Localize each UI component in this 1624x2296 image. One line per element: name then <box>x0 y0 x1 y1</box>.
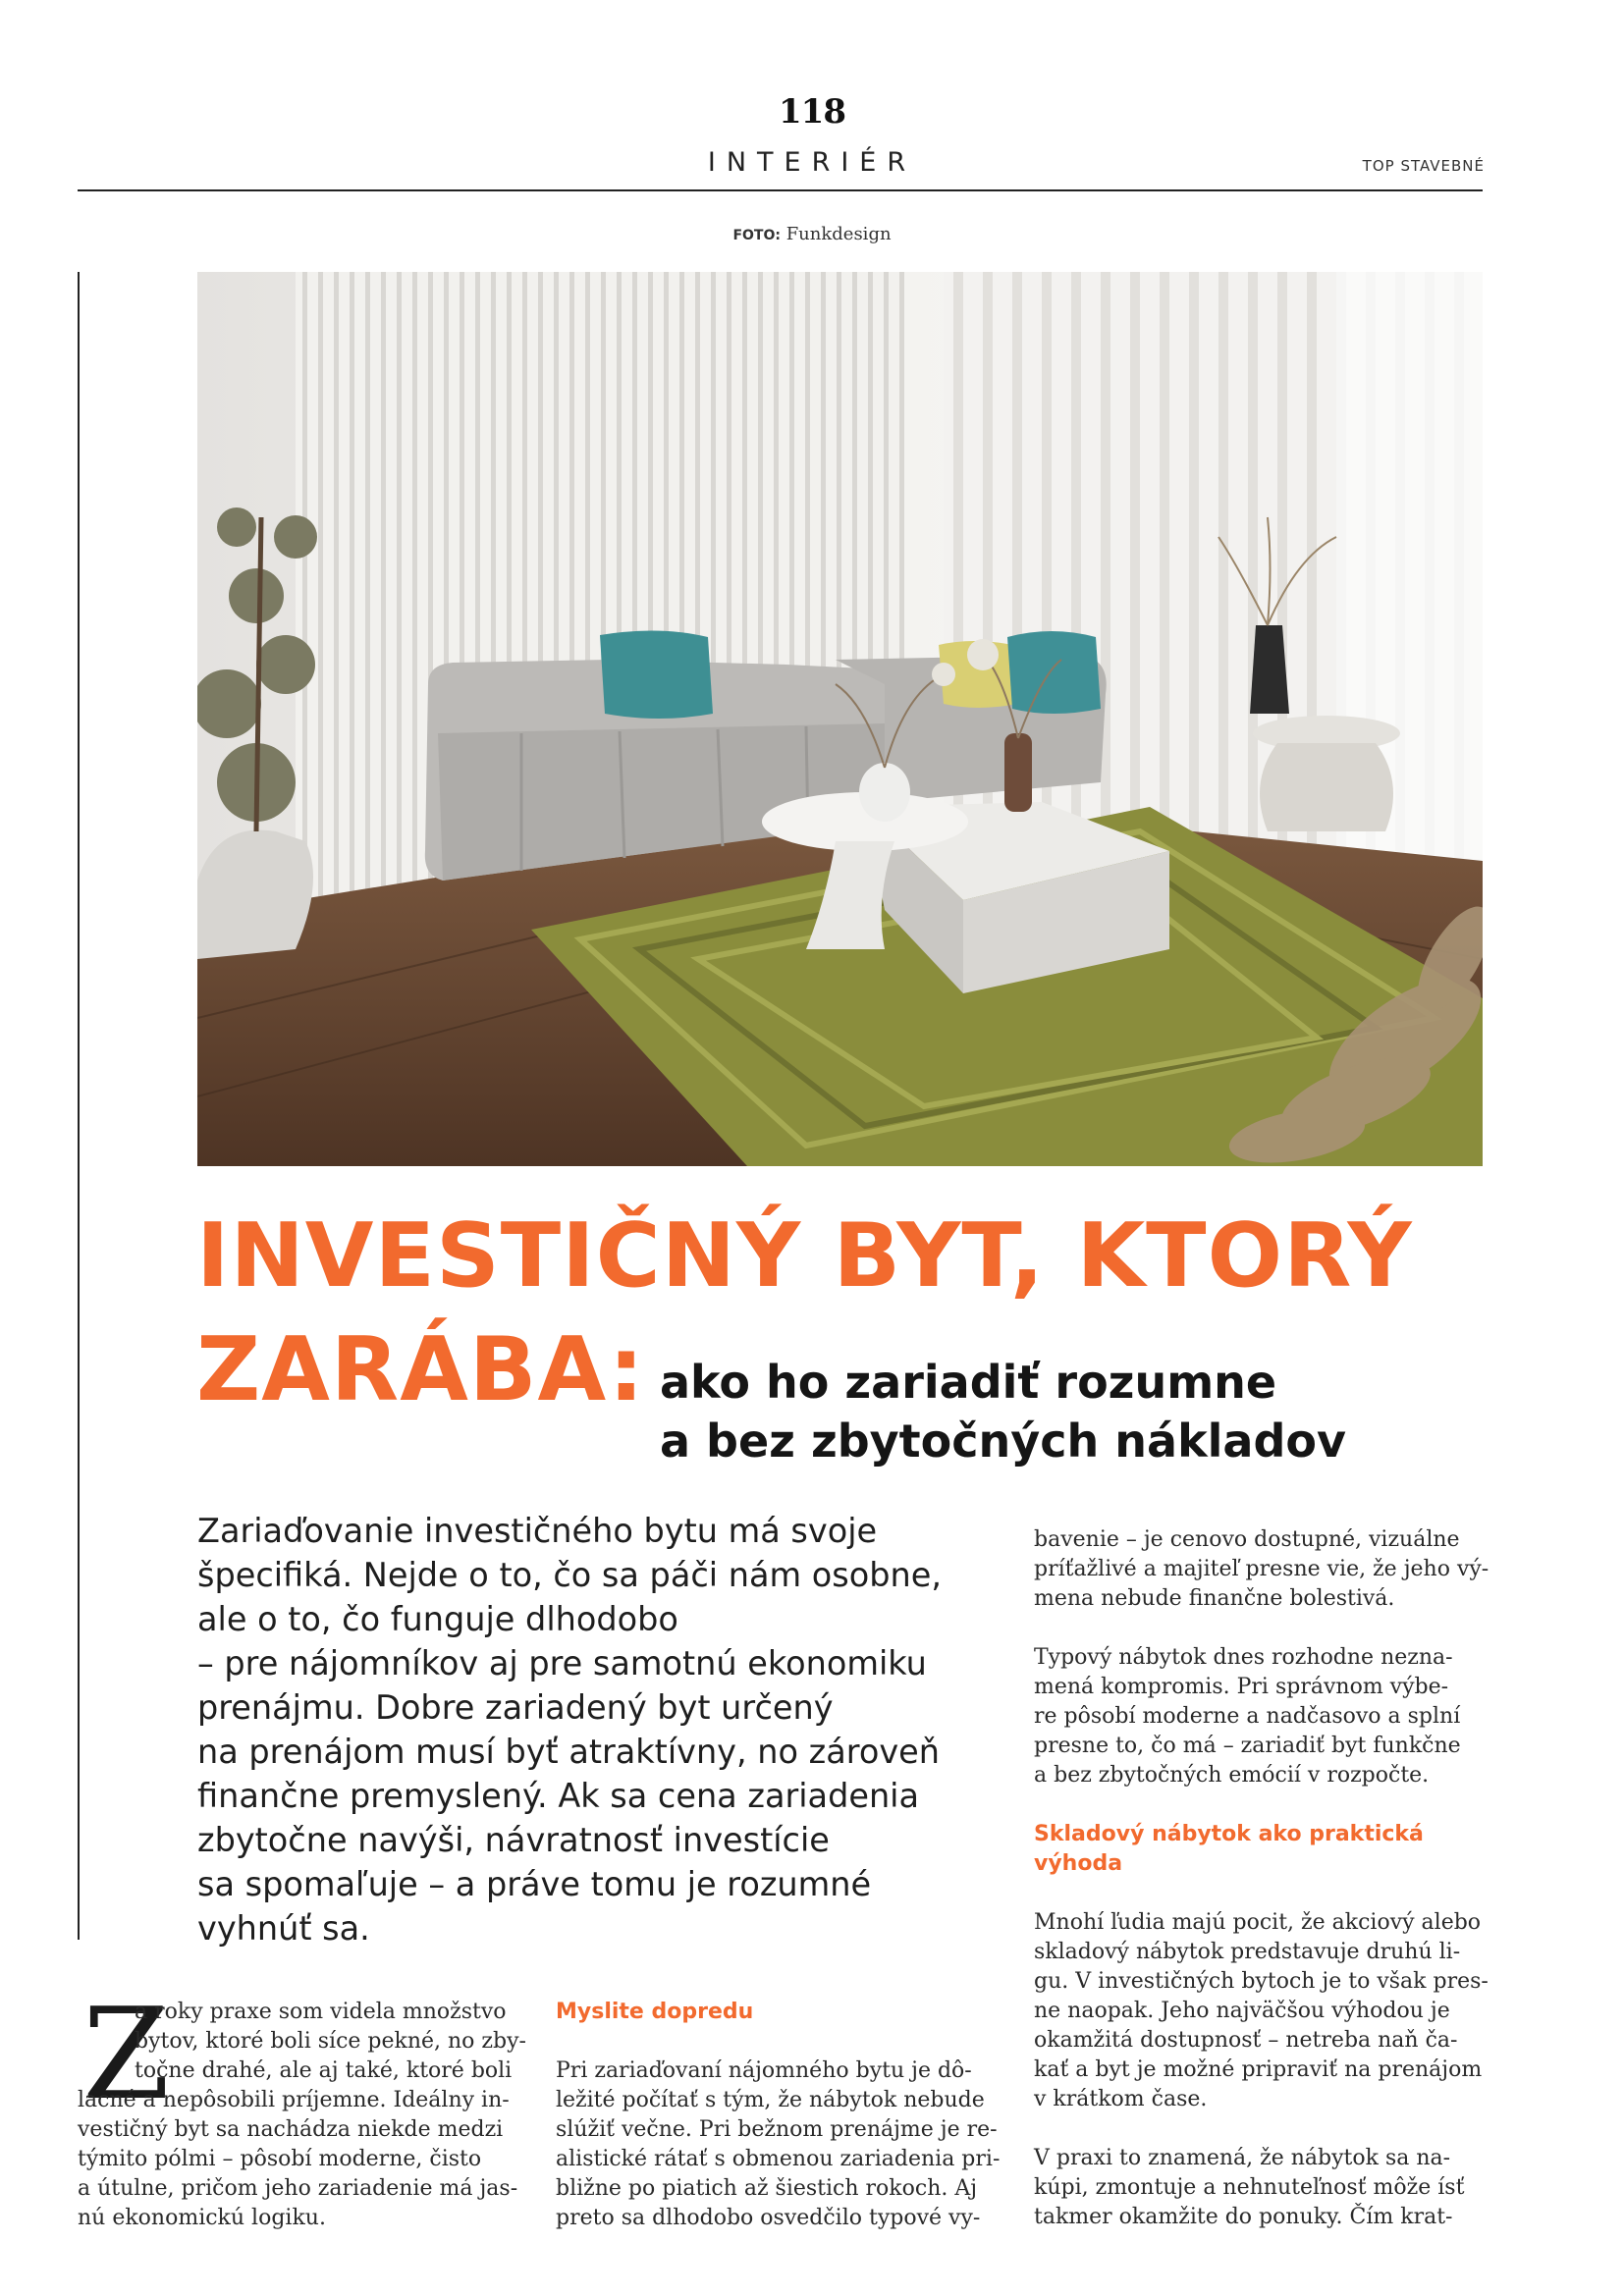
body-line: okamžitá dostupnosť – netreba naň ča- <box>1034 2028 1458 2053</box>
section-heading: výhoda <box>1034 1851 1123 1876</box>
body-line: Typový nábytok dnes rozhodne nezna- <box>1034 1645 1453 1670</box>
headline-line-2: ZARÁBA: <box>196 1318 645 1421</box>
body-line: bytov, ktoré boli síce pekné, no zby- <box>135 2029 526 2054</box>
body-line: skladový nábytok predstavuje druhú li- <box>1034 1940 1461 1964</box>
lead-line: zbytočne navýši, návratnosť investície <box>197 1821 830 1859</box>
body-line: nú ekonomickú logiku. <box>78 2206 326 2230</box>
body-column-right <box>1034 1525 1489 2232</box>
side-divider <box>78 272 80 1940</box>
section-label: INTERIÉR <box>707 147 917 178</box>
body-line: vestičný byt sa nachádza niekde medzi <box>78 2117 504 2142</box>
body-line: alistické rátať s obmenou zariadenia pri- <box>556 2147 1001 2171</box>
body-line: v krátkom čase. <box>1034 2087 1208 2111</box>
page-number: 118 <box>779 92 845 132</box>
body-line: preto sa dlhodobo osvedčilo typové vy- <box>556 2206 981 2230</box>
lead-line: na prenájom musí byť atraktívny, no zároveň <box>197 1733 940 1771</box>
body-line: a útulne, pričom jeho zariadenie má jas- <box>78 2176 518 2201</box>
body-line: Mnohí ľudia majú pocit, že akciový alebo <box>1034 1910 1482 1935</box>
body-line: bavenie – je cenovo dostupné, vizuálne <box>1034 1527 1460 1552</box>
body-line: kúpi, zmontuje a nehnuteľnosť môže ísť <box>1034 2175 1465 2200</box>
body-line: mená kompromis. Pri správnom výbe- <box>1034 1675 1449 1699</box>
article-subheadline <box>660 1353 1346 1470</box>
lead-line: ale o to, čo funguje dlhodobo <box>197 1600 678 1638</box>
section-heading: Skladový nábytok ako praktická <box>1034 1822 1424 1846</box>
body-line: re pôsobí moderne a nadčasovo a splní <box>1034 1704 1461 1729</box>
body-line: takmer okamžite do ponuky. Čím krat- <box>1034 2205 1453 2229</box>
header-divider <box>78 189 1483 191</box>
photo-credit <box>0 224 1624 244</box>
body-line: Pri zariaďovaní nájomného bytu je dô- <box>556 2058 972 2083</box>
body-line: a roky praxe som videla množstvo <box>135 2000 507 2024</box>
body-line: ležité počítať s tým, že nábytok nebude <box>556 2088 985 2112</box>
lead-line: prenájmu. Dobre zariadený byt určený <box>197 1688 834 1727</box>
body-line: presne to, čo má – zariadiť byt funkčne <box>1034 1734 1461 1758</box>
subheadline-line-1: ako ho zariadiť rozumne <box>660 1356 1277 1409</box>
subheadline-line-2: a bez zbytočných nákladov <box>660 1415 1346 1468</box>
body-line: V praxi to znamená, že nábytok sa na- <box>1034 2146 1451 2170</box>
body-line: točne drahé, ale aj také, ktoré boli <box>135 2058 513 2083</box>
drop-cap: Z <box>82 1982 170 2128</box>
body-line: týmito pólmi – pôsobí moderne, čisto <box>78 2147 482 2171</box>
body-line: lacné a nepôsobili príjemne. Ideálny in- <box>78 2088 510 2112</box>
lead-line: – pre nájomníkov aj pre samotnú ekonomiku <box>197 1644 927 1682</box>
body-line: bližne po piatich až šiestich rokoch. Aj <box>556 2176 978 2201</box>
lead-line: špecifiká. Nejde o to, čo sa páči nám osobne, <box>197 1556 942 1594</box>
lead-line: Zariaďovanie investičného bytu má svoje <box>197 1512 878 1550</box>
body-line: príťažlivé a majiteľ presne vie, že jeho vý- <box>1034 1557 1489 1581</box>
lead-line: vyhnúť sa. <box>197 1909 370 1948</box>
magazine-brand: TOP STAVEBNÉ <box>1362 157 1485 175</box>
section-heading: Myslite dopredu <box>556 2000 754 2024</box>
body-column-middle <box>556 1998 1005 2233</box>
body-line: ne naopak. Jeho najväčšou výhodou je <box>1034 1999 1450 2023</box>
hero-photo <box>197 272 1483 1166</box>
body-line: mena nebude finančne bolestivá. <box>1034 1586 1395 1611</box>
headline-line-1: INVESTIČNÝ BYT, KTORÝ <box>196 1204 1413 1308</box>
body-line: a bez zbytočných emócií v rozpočte. <box>1034 1763 1430 1788</box>
body-line: kať a byt je možné pripraviť na prenájom <box>1034 2057 1483 2082</box>
photo-credit-label: FOTO: <box>732 228 781 243</box>
body-line: gu. V investičných bytoch je to však pres- <box>1034 1969 1489 1994</box>
lead-line: finančne premyslený. Ak sa cena zariadenia <box>197 1777 920 1815</box>
body-column-left <box>78 1998 527 2233</box>
body-line: slúžiť večne. Pri bežnom prenájme je re- <box>556 2117 998 2142</box>
lead-line: sa spomaľuje – a práve tomu je rozumné <box>197 1865 872 1903</box>
lead-paragraph <box>197 1509 1002 1950</box>
photo-credit-name: Funkdesign <box>785 224 892 244</box>
